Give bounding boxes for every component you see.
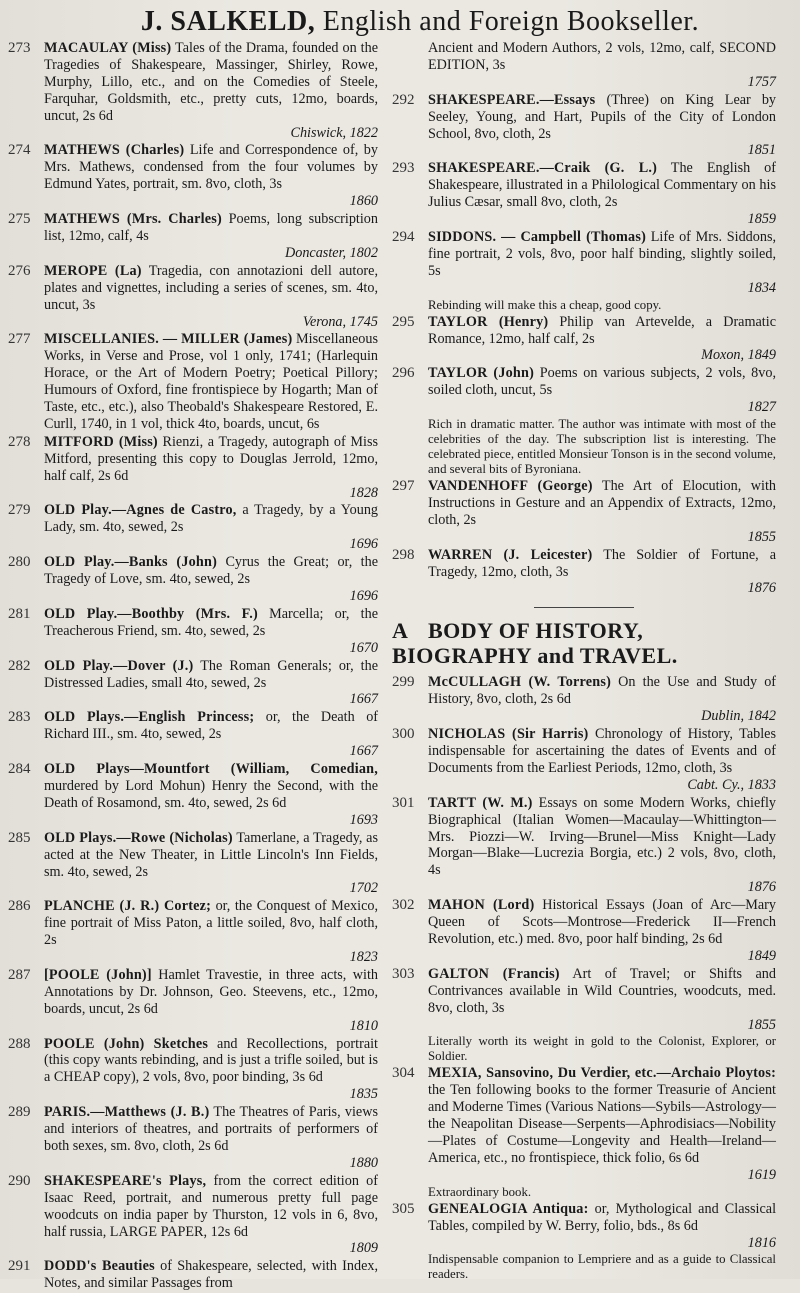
- entry-note: Rich in dramatic matter. The author was intimate with most of the celebrities of the day. The subscription list is interesting. The celebrated piece, entitled Monsieur Tonson is in the second volume, and several bits of Byroniana.: [428, 417, 776, 477]
- entry-description: The Art of Elocution, with Instructions in Gesture and an Appendix of Extracts, 12mo, cloth, 2s: [428, 478, 776, 528]
- catalogue-entry: [8, 658, 378, 709]
- entry-imprint: 1667: [349, 691, 378, 708]
- entry-body: [428, 674, 776, 725]
- entry-heading: MATHEWS (Mrs. Charles): [44, 211, 222, 228]
- entry-body: [428, 726, 776, 794]
- catalogue-entry: [8, 761, 378, 829]
- entry-number: 299: [392, 674, 415, 691]
- entry-heading: OLD Play.—Agnes de Castro,: [44, 502, 237, 519]
- entry-heading: OLD Plays—Mountfort (William, Comedian,: [44, 761, 378, 778]
- catalogue-entry: [8, 331, 378, 432]
- entry-number: 287: [8, 966, 31, 983]
- catalogue-entry: [8, 606, 378, 657]
- entry-body: [44, 967, 378, 1035]
- entry-number: 273: [8, 40, 31, 56]
- entry-body: [428, 314, 776, 365]
- entry-number: 296: [392, 365, 415, 382]
- catalogue-entry: [392, 966, 776, 1065]
- entry-number: 289: [8, 1104, 31, 1121]
- entry-heading: NICHOLAS (Sir Harris): [428, 726, 589, 743]
- entry-description: of Shakespeare, selected, with Index, Notes, and similar Passages from: [44, 1258, 379, 1292]
- entry-body: [44, 331, 378, 432]
- entry-number: 278: [8, 433, 31, 450]
- right-top-entries: [392, 40, 776, 597]
- entry-heading: VANDENHOFF (George): [428, 478, 593, 495]
- catalogue-entry: [392, 795, 776, 896]
- entry-number: 288: [8, 1035, 31, 1052]
- entry-number: 302: [392, 897, 415, 914]
- entry-imprint: 1696: [349, 536, 378, 553]
- catalogue-entry: [8, 502, 378, 553]
- entry-description: or, Mythological and Classical Tables, compiled by W. Berry, folio, bds., 8s 6d: [428, 1200, 777, 1234]
- entry-imprint: 1859: [747, 211, 776, 228]
- entry-imprint: Chiswick, 1822: [290, 124, 378, 141]
- entry-description: the Ten following books to the former Treasurie of Ancient and Moderne Times (Various Nations—Sybils—Astrology—the Neapolitan Disease—Serpents—Aphrodisiacs—Nobility—Plates of Costume—Longevity and Health—Ireland—America, etc., no frontispiece, thick folio, 6s 6d: [428, 1082, 776, 1166]
- entry-imprint: 1828: [349, 484, 378, 501]
- entry-heading: OLD Play.—Banks (John): [44, 554, 218, 571]
- entry-body: [44, 830, 378, 898]
- catalogue-entry: [392, 92, 776, 160]
- entry-number: 285: [8, 829, 31, 846]
- entry-description: Cyrus the Great; or, the Tragedy of Love, sm. 4to, sewed, 2s: [44, 554, 378, 588]
- entry-body: [428, 547, 776, 598]
- entry-number: 284: [8, 761, 31, 778]
- entry-imprint: 1757: [747, 73, 776, 90]
- entry-description: Philip van Artevelde, a Dramatic Romance, 12mo, half calf, 2s: [428, 313, 776, 347]
- entry-imprint: Moxon, 1849: [701, 347, 776, 364]
- entry-body: [44, 1173, 378, 1258]
- entry-number: 294: [392, 228, 415, 245]
- catalogue-entry: [8, 1104, 378, 1172]
- entry-body: [428, 40, 776, 91]
- entry-imprint: 1702: [349, 880, 378, 897]
- entry-heading: MEROPE (La): [44, 262, 142, 279]
- entry-imprint: 1834: [747, 279, 776, 296]
- entry-heading: TAYLOR (John): [428, 365, 535, 382]
- entry-description: Life and Correspondence of, by Mrs. Mathews, condensed from the four volumes by Edmund Yates, portrait, sm. 8vo, cloth, 3s: [44, 142, 378, 193]
- entry-body: [428, 92, 776, 160]
- catalogue-entry: [392, 897, 776, 965]
- entry-imprint: 1667: [349, 743, 378, 760]
- catalogue-entry: [392, 674, 776, 725]
- entry-body: [44, 606, 378, 657]
- entry-body: [44, 1258, 378, 1292]
- entry-number: 290: [8, 1172, 31, 1189]
- entry-description: Life of Mrs. Siddons, fine portrait, 2 vols, 8vo, poor half binding, slightly soiled, 5s: [428, 228, 777, 279]
- entry-body: [44, 761, 378, 829]
- right-column: [392, 40, 776, 1283]
- entry-number: 301: [392, 794, 415, 811]
- entry-imprint: 1876: [747, 879, 776, 896]
- catalogue-entry: [8, 830, 378, 898]
- entry-description: or, the Death of Richard III., sm. 4to, sewed, 2s: [44, 709, 379, 743]
- entry-body: [44, 211, 378, 262]
- entry-number: 275: [8, 211, 31, 228]
- entry-heading: MAHON (Lord): [428, 897, 535, 914]
- entry-description: or, the Conquest of Mexico, fine portrait of Miss Paton, a little soiled, 8vo, half cloth, 2s: [44, 898, 379, 949]
- catalogue-entry: [392, 365, 776, 477]
- entry-heading: PARIS.—Matthews (J. B.): [44, 1104, 210, 1121]
- catalogue-entry: [392, 160, 776, 228]
- entry-imprint: 1810: [349, 1017, 378, 1034]
- entry-number: 295: [392, 313, 415, 330]
- entry-heading: TARTT (W. M.): [428, 794, 533, 811]
- entry-number: 298: [392, 546, 415, 563]
- section-title-text: BODY OF HISTORY, BIOGRAPHY and TRAVEL.: [392, 618, 678, 669]
- entry-body: [428, 795, 776, 896]
- entry-description: Tragedia, con annotazioni dell autore, plates and vignettes, including a series of scenes, sm. 4to, uncut, 3s: [44, 262, 378, 313]
- entry-heading: WARREN (J. Leicester): [428, 546, 593, 563]
- entry-number: 303: [392, 965, 415, 982]
- entry-number: 279: [8, 502, 31, 519]
- entry-body: [428, 229, 776, 313]
- catalogue-entry: [392, 229, 776, 313]
- entry-description: and Recollections, portrait (this copy wants rebinding, and is just a trifle soiled, but is a CHEAP copy), 2 vols, 8vo, poor binding, 3s 6d: [44, 1035, 378, 1086]
- entry-description: The Theatres of Paris, views and interiors of theatres, and portraits of performers of both sexes, sm. 8vo, cloth, 2s 6d: [44, 1104, 378, 1154]
- entry-number: 276: [8, 262, 31, 279]
- entry-body: [44, 502, 378, 553]
- entry-description: Ancient and Modern Authors, 2 vols, 12mo, calf, SECOND EDITION, 3s: [428, 40, 776, 73]
- entry-body: [44, 554, 378, 605]
- entry-body: [44, 709, 378, 760]
- left-column: [8, 40, 378, 1293]
- entry-heading: POOLE (John) Sketches: [44, 1035, 209, 1052]
- entry-imprint: 1855: [747, 528, 776, 545]
- entry-heading: McCULLAGH (W. Torrens): [428, 674, 612, 691]
- section-heading: [392, 618, 776, 668]
- entry-description: Marcella; or, the Treacherous Friend, sm. 4to, sewed, 2s: [44, 605, 379, 639]
- entry-imprint: 1827: [747, 399, 776, 416]
- catalogue-entry: [8, 1173, 378, 1258]
- entry-imprint: 1823: [349, 949, 378, 966]
- entry-imprint: 1855: [747, 1016, 776, 1033]
- entry-body: [44, 1036, 378, 1104]
- entry-description: Rienzi, a Tragedy, autograph of Miss Mitford, presenting this copy to Douglas Jerrold, 12mo, half calf, 2s 6d: [44, 433, 378, 484]
- entry-imprint: 1880: [349, 1154, 378, 1171]
- entry-description: Tales of the Drama, founded on the Tragedies of Shakespeare, Massinger, Shirley, Rowe, Murphy, Lillo, etc., and on the Comedies of Steele, Farquhar, Goldsmith, etc., pretty cuts, 12mo, boards, uncut, 2s 6d: [44, 40, 378, 124]
- entry-body: [428, 160, 776, 228]
- entry-description: Miscellaneous Works, in Verse and Prose, vol 1 only, 1741; (Harlequin Horace, or the Art of Modern Poetry; Poetical Pillory; Humours of Oxford, fine frontispiece by Hogarth; Man of Taste, etc., etc.), also Theobald's Shakespeare Restored, E. Curll, 1740, in 1 vol, thick 4to, boards, uncut, 6s: [44, 331, 378, 432]
- entry-imprint: 1835: [349, 1086, 378, 1103]
- entry-note: Extraordinary book.: [428, 1184, 532, 1199]
- catalogue-entry: [392, 1065, 776, 1199]
- entry-description: Essays on some Modern Works, chiefly Biographical (Italian Women—Macaulay—Whittington—Mrs. Piozzi—W. Irving—Brunel—Miss Knight—Lady Morgan—Blake—Lucrezia Borgia, etc.) 2 vols, 8vo, cloth, 4s: [428, 794, 776, 879]
- catalogue-entry: [392, 1201, 776, 1283]
- page-header: [60, 6, 780, 38]
- catalogue-entry: [392, 547, 776, 598]
- entry-heading: MITFORD (Miss): [44, 433, 158, 450]
- entry-imprint: 1619: [747, 1166, 776, 1183]
- entry-heading: SHAKESPEARE's Plays,: [44, 1172, 207, 1189]
- entry-body: [44, 434, 378, 502]
- entry-description: The Roman Generals; or, the Distressed Ladies, small 4to, sewed, 2s: [44, 657, 379, 691]
- entry-heading: GENEALOGIA Antiqua:: [428, 1200, 589, 1217]
- entry-description: Hamlet Travestie, in three acts, with Annotations by Dr. Johnson, Geo. Steevens, etc., 12mo, boards, uncut, 2s 6d: [44, 966, 378, 1017]
- entry-number: 282: [8, 657, 31, 674]
- entry-number: 304: [392, 1065, 415, 1082]
- entry-heading: OLD Play.—Boothby (Mrs. F.): [44, 605, 258, 622]
- entry-note: Indispensable companion to Lempriere and as a guide to Classical readers.: [428, 1252, 776, 1282]
- entry-heading: [POOLE (John)]: [44, 966, 152, 983]
- entry-number: 305: [392, 1200, 415, 1217]
- entry-body: [428, 478, 776, 546]
- entry-imprint: 1876: [747, 580, 776, 597]
- entry-description: Chronology of History, Tables indispensable for ascertaining the dates of Events and of Documents from the Earliest Periods, 12mo, cloth, 3s: [428, 726, 776, 776]
- entry-description: a Tragedy, by a Young Lady, sm. 4to, sewed, 2s: [44, 502, 379, 536]
- entry-heading: OLD Plays.—English Princess;: [44, 709, 255, 726]
- entry-number: 297: [392, 478, 415, 495]
- entry-body: [44, 898, 378, 966]
- entry-body: [44, 263, 378, 331]
- catalogue-entry: [8, 554, 378, 605]
- right-bottom-entries: [392, 674, 776, 1282]
- bookseller-name: J. SALKELD,: [140, 6, 316, 37]
- catalogue-entry: [8, 263, 378, 331]
- entry-description: The English of Shakespeare, illustrated in a Philological Commentary on his Julius Cæsar, small 8vo, cloth, 2s: [428, 160, 776, 211]
- entry-description: Tamerlane, a Tragedy, as acted at the New Theater, in Little Lincoln's Inn Fields, sm. 4to, sewed, 2s: [44, 829, 378, 880]
- entry-description: On the Use and Study of History, 8vo, cloth, 2s 6d: [428, 674, 777, 708]
- catalogue-entry: [8, 434, 378, 502]
- catalogue-entry: [8, 1036, 378, 1104]
- entry-imprint: 1696: [349, 588, 378, 604]
- entry-imprint: Doncaster, 1802: [284, 244, 378, 261]
- entry-body: [428, 966, 776, 1065]
- entry-description: Poems, long subscription list, 12mo, calf, 4s: [44, 211, 378, 244]
- entry-body: [44, 142, 378, 210]
- entry-number: 277: [8, 331, 31, 348]
- entry-heading: MEXIA, Sansovino, Du Verdier, etc.—Archaio Ploytos:: [428, 1065, 776, 1082]
- catalogue-entry: [8, 967, 378, 1035]
- entry-body: [428, 365, 776, 477]
- entry-body: [428, 897, 776, 965]
- catalogue-entry: [392, 478, 776, 546]
- section-divider: [534, 607, 634, 608]
- catalogue-entry: [392, 726, 776, 794]
- entry-heading: DODD's Beauties: [44, 1258, 155, 1275]
- entry-heading: SHAKESPEARE.—Craik (G. L.): [428, 160, 658, 177]
- catalogue-entry: [8, 142, 378, 210]
- entry-description: Historical Essays (Joan of Arc—Mary Queen of Scots—Montrose—Frederick II—French Revolution, etc.) med. 8vo, poor half binding, 2s 6d: [428, 897, 777, 947]
- entry-heading: OLD Play.—Dover (J.): [44, 657, 194, 674]
- entry-description: murdered by Lord Mohun) Henry the Second, with the Death of Rosamond, sm. 4to, sewed, 2s 6d: [44, 777, 378, 811]
- entry-imprint: 1670: [349, 639, 378, 656]
- entry-number: 280: [8, 554, 31, 571]
- entry-number: 281: [8, 605, 31, 622]
- entry-body: [428, 1065, 776, 1199]
- entry-body: [44, 1104, 378, 1172]
- entry-description: from the correct edition of Isaac Reed, portrait, and numerous pretty full page woodcuts on india paper by Thurston, 12 vols in 6, 8vo, half russia, LARGE PAPER, 12s 6d: [44, 1172, 378, 1240]
- entry-note: Literally worth its weight in gold to the Colonist, Explorer, or Soldier.: [428, 1034, 776, 1064]
- catalogue-entry: [392, 314, 776, 365]
- entry-imprint: 1816: [747, 1234, 776, 1251]
- catalogue-entry: [8, 709, 378, 760]
- entry-number: 283: [8, 709, 31, 726]
- entry-number: 293: [392, 160, 415, 177]
- entry-number: 291: [8, 1258, 31, 1275]
- entry-heading: MATHEWS (Charles): [44, 142, 185, 159]
- entry-heading: SIDDONS. — Campbell (Thomas): [428, 228, 647, 245]
- entry-imprint: 1851: [747, 142, 776, 159]
- entry-number: 300: [392, 726, 415, 743]
- catalogue-entry: [8, 40, 378, 141]
- catalogue-entry: [8, 898, 378, 966]
- entry-description: The Soldier of Fortune, a Tragedy, 12mo, cloth, 3s: [428, 546, 776, 580]
- entry-description: (Three) on King Lear by Seeley, Young, and Hart, Pupils of the City of London School, 8vo, cloth, 2s: [428, 91, 777, 142]
- bookseller-subtitle: English and Foreign Bookseller.: [322, 6, 700, 37]
- entry-body: [428, 1201, 776, 1283]
- entry-imprint: 1809: [349, 1240, 378, 1257]
- catalogue-entry: [8, 211, 378, 262]
- entry-note: Rebinding will make this a cheap, good copy.: [428, 297, 662, 312]
- entry-imprint: 1860: [349, 193, 378, 210]
- entry-description: Poems on various subjects, 2 vols, 8vo, soiled cloth, uncut, 5s: [428, 365, 777, 399]
- entry-heading: PLANCHE (J. R.) Cortez;: [44, 898, 212, 915]
- entry-body: [44, 658, 378, 709]
- entry-heading: MISCELLANIES. — MILLER (James): [44, 331, 293, 348]
- entry-heading: TAYLOR (Henry): [428, 313, 549, 330]
- catalogue-entry: [8, 1258, 378, 1292]
- entry-imprint: 1693: [349, 811, 378, 828]
- entry-heading: GALTON (Francis): [428, 965, 560, 982]
- entry-heading: SHAKESPEARE.—Essays: [428, 91, 596, 108]
- entry-imprint: Cabt. Cy., 1833: [687, 776, 776, 793]
- catalogue-entry: [392, 40, 776, 91]
- entry-imprint: Dublin, 1842: [701, 708, 776, 725]
- entry-imprint: Verona, 1745: [302, 313, 378, 330]
- entry-number: 292: [392, 91, 415, 108]
- section-letter: A: [392, 618, 409, 644]
- entry-description: Art of Travel; or Shifts and Contrivances available in Wild Countries, woodcuts, med. 8vo, cloth, 3s: [428, 965, 776, 1016]
- entry-number: 286: [8, 898, 31, 915]
- entry-heading: MACAULAY (Miss): [44, 40, 172, 56]
- entry-body: [44, 40, 378, 141]
- entry-number: 274: [8, 142, 31, 159]
- entry-imprint: 1849: [747, 947, 776, 964]
- entry-heading: OLD Plays.—Rowe (Nicholas): [44, 829, 233, 846]
